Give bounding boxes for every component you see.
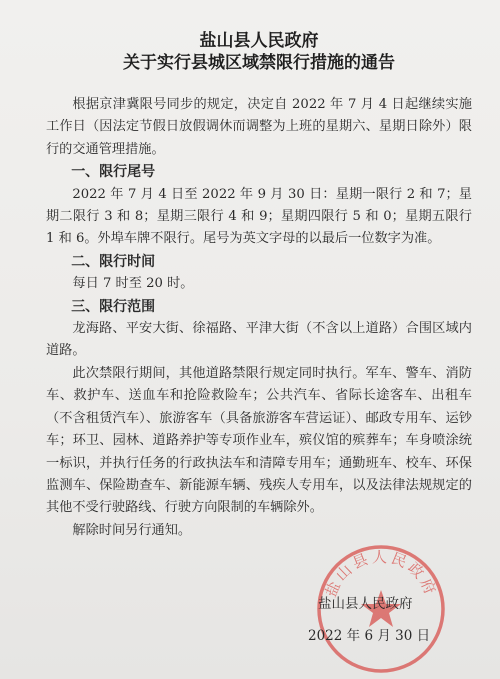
signature-org: 盐山县人民政府 <box>318 596 413 612</box>
section3-heading: 三、限行范围 <box>71 298 156 315</box>
notice-body <box>46 94 472 542</box>
title-issuer: 盐山县人民政府 <box>199 31 319 51</box>
intro-paragraph: 根据京津冀限号同步的规定，决定自 2022 年 7 月 4 日起继续实施工作日（因法定节假日放假调休而调整为上班的星期六、星期日除外）限行的交通管理措施。 <box>46 97 472 157</box>
seal-text: 盐山县人民政府 <box>321 548 441 600</box>
section2-heading: 二、限行时间 <box>71 253 156 270</box>
section1-body: 2022 年 7 月 4 日至 2022 年 9 月 30 日：星期一限行 2 和 7；星期二限行 3 和 8；星期三限行 4 和 9；星期四限行 5 和 0；星期五限行 1 和 6。外埠车牌不限行。尾号为英文字母的以最后一位数字为准。 <box>46 186 472 247</box>
section3-body: 龙海路、平安大街、徐福路、平津大街（不含以上道路）合围区域内道路。 <box>46 321 472 359</box>
title-subject: 关于实行县城区域禁限行措施的通告 <box>123 53 395 73</box>
exemptions-paragraph: 此次禁限行期间，其他道路禁限行规定同时执行。军车、警车、消防车、救护车、送血车和抢险救险车；公共汽车、省际长途客车、出租车（不含租赁汽车）、旅游客车（具备旅游客车营运证）、邮政专用车、运钞车；环卫、园林、道路养护等专项作业车，殡仪馆的殡葬车；车身喷涂统一标识，并执行任务的行政执法车和清障专用车；通勤班车、校车、环保监测车、保险勘查车、新能源车辆、残疾人专用车，以及法律法规规定的其他不受行驶路线、行驶方向限制的车辆除外。 <box>46 365 472 516</box>
section2-body: 每日 7 时至 20 时。 <box>72 276 194 292</box>
release-paragraph: 解除时间另行通知。 <box>72 522 192 538</box>
signature-date: 2022 年 6 月 30 日 <box>308 628 431 644</box>
section1-heading: 一、限行尾号 <box>71 164 156 181</box>
